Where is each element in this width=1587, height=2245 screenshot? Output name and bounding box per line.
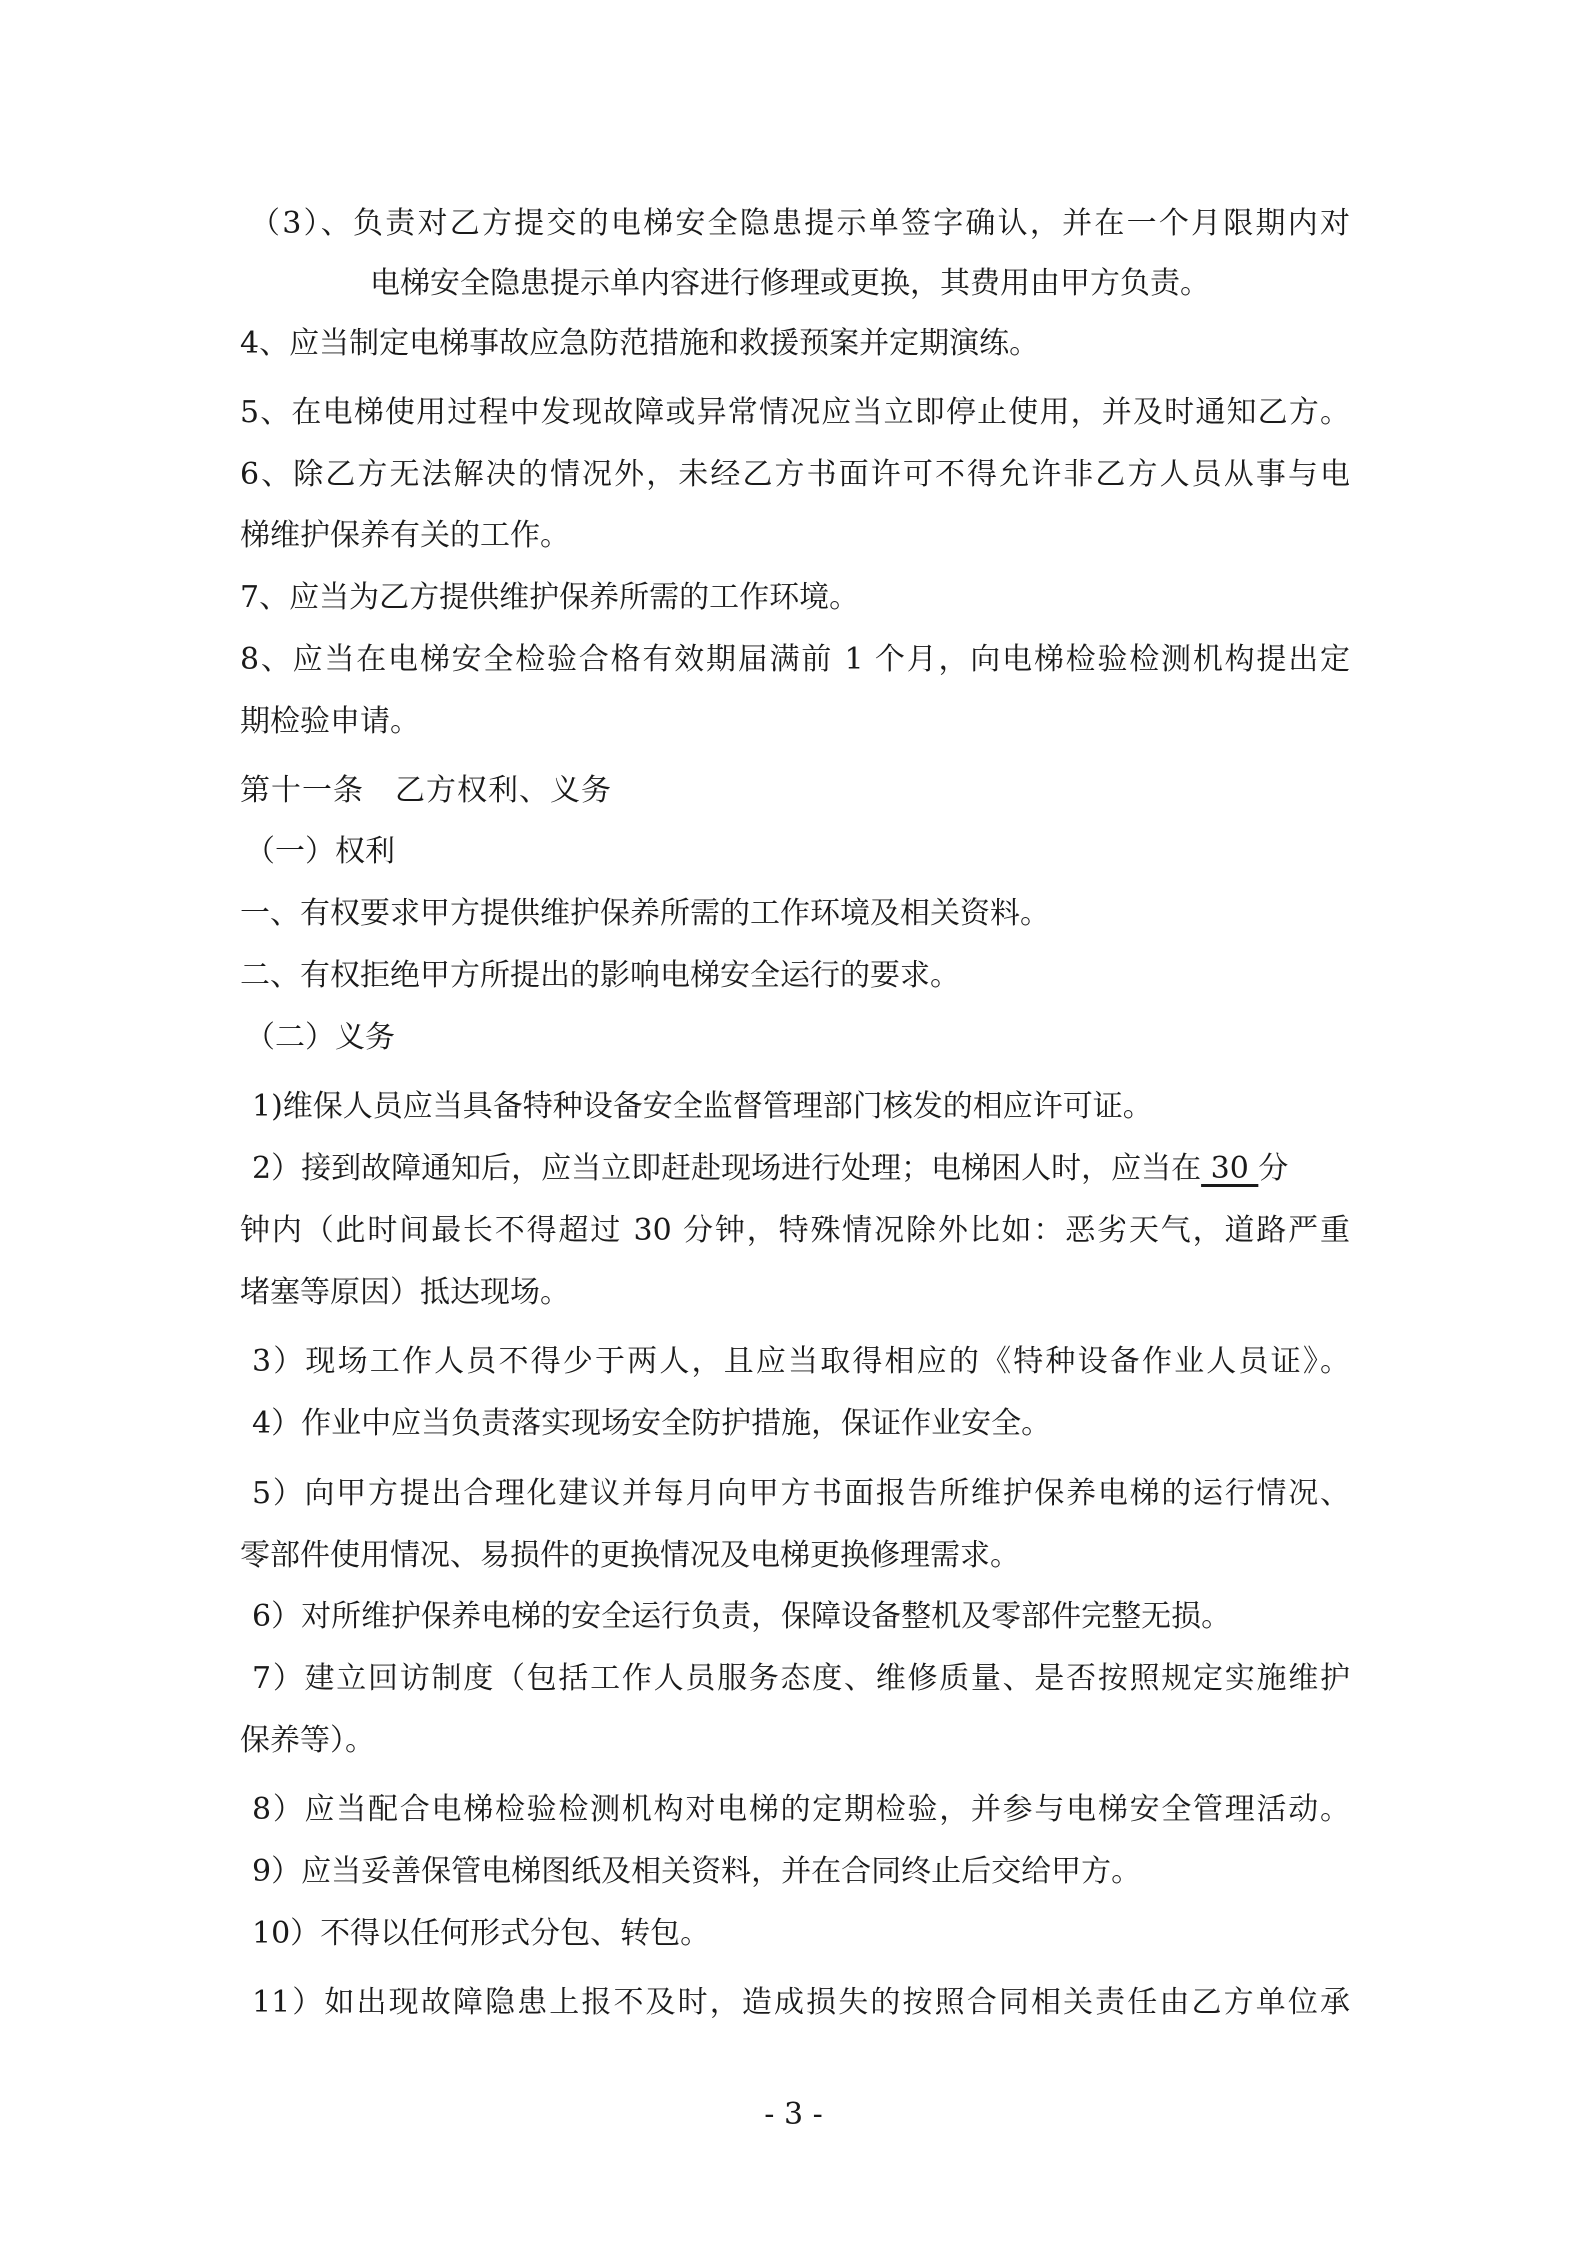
paragraph-line: 钟内（此时间最长不得超过 30 分钟，特殊情况除外比如：恶劣天气，道路严重 <box>240 1213 1350 1248</box>
paragraph-line: 10）不得以任何形式分包、转包。 <box>252 1916 711 1951</box>
paragraph-line-text: 分 <box>1258 1151 1289 1186</box>
paragraph-line: 梯维护保养有关的工作。 <box>240 518 570 553</box>
subsection-heading: （一）权利 <box>245 834 395 869</box>
paragraph-line <box>252 1149 1350 1189</box>
paragraph-line: 电梯安全隐患提示单内容进行修理或更换，其费用由甲方负责。 <box>370 266 1210 301</box>
paragraph-line: 零部件使用情况、易损件的更换情况及电梯更换修理需求。 <box>240 1538 1020 1573</box>
underlined-value: 30 <box>1201 1151 1259 1186</box>
paragraph-line: 8）应当配合电梯检验检测机构对电梯的定期检验，并参与电梯安全管理活动。 <box>252 1792 1350 1827</box>
paragraph-line: 4、应当制定电梯事故应急防范措施和救援预案并定期演练。 <box>240 326 1040 361</box>
paragraph-line-text: 2）接到故障通知后，应当立即赶赴现场进行处理；电梯困人时，应当在 <box>252 1151 1202 1186</box>
paragraph-line: 6）对所维护保养电梯的安全运行负责，保障设备整机及零部件完整无损。 <box>252 1599 1232 1634</box>
paragraph-line: 7）建立回访制度（包括工作人员服务态度、维修质量、是否按照规定实施维护 <box>252 1661 1350 1696</box>
paragraph-line: 9）应当妥善保管电梯图纸及相关资料，并在合同终止后交给甲方。 <box>252 1854 1142 1889</box>
page-number: - 3 - <box>764 2097 823 2132</box>
paragraph-line: 3）现场工作人员不得少于两人，且应当取得相应的《特种设备作业人员证》。 <box>252 1344 1350 1379</box>
paragraph-line: 4）作业中应当负责落实现场安全防护措施，保证作业安全。 <box>252 1406 1052 1441</box>
section-heading: 第十一条 乙方权利、义务 <box>240 773 612 808</box>
paragraph-line: 6、除乙方无法解决的情况外，未经乙方书面许可不得允许非乙方人员从事与电 <box>240 457 1350 492</box>
paragraph-line: 保养等）。 <box>240 1723 375 1758</box>
paragraph-line: （3）、负责对乙方提交的电梯安全隐患提示单签字确认，并在一个月限期内对 <box>250 206 1350 241</box>
paragraph-line: 一、有权要求甲方提供维护保养所需的工作环境及相关资料。 <box>240 896 1050 931</box>
paragraph-line: 堵塞等原因）抵达现场。 <box>240 1275 570 1310</box>
paragraph-line: 8、应当在电梯安全检验合格有效期届满前 1 个月，向电梯检验检测机构提出定 <box>240 642 1350 677</box>
paragraph-line: 1)维保人员应当具备特种设备安全监督管理部门核发的相应许可证。 <box>252 1089 1153 1124</box>
paragraph-line: 5）向甲方提出合理化建议并每月向甲方书面报告所维护保养电梯的运行情况、 <box>252 1476 1350 1511</box>
paragraph-line: 7、应当为乙方提供维护保养所需的工作环境。 <box>240 580 860 615</box>
subsection-heading: （二）义务 <box>245 1020 395 1055</box>
paragraph-line: 二、有权拒绝甲方所提出的影响电梯安全运行的要求。 <box>240 958 960 993</box>
paragraph-line: 11）如出现故障隐患上报不及时，造成损失的按照合同相关责任由乙方单位承 <box>252 1985 1350 2020</box>
paragraph-line: 5、在电梯使用过程中发现故障或异常情况应当立即停止使用，并及时通知乙方。 <box>240 395 1350 430</box>
paragraph-line: 期检验申请。 <box>240 704 420 739</box>
